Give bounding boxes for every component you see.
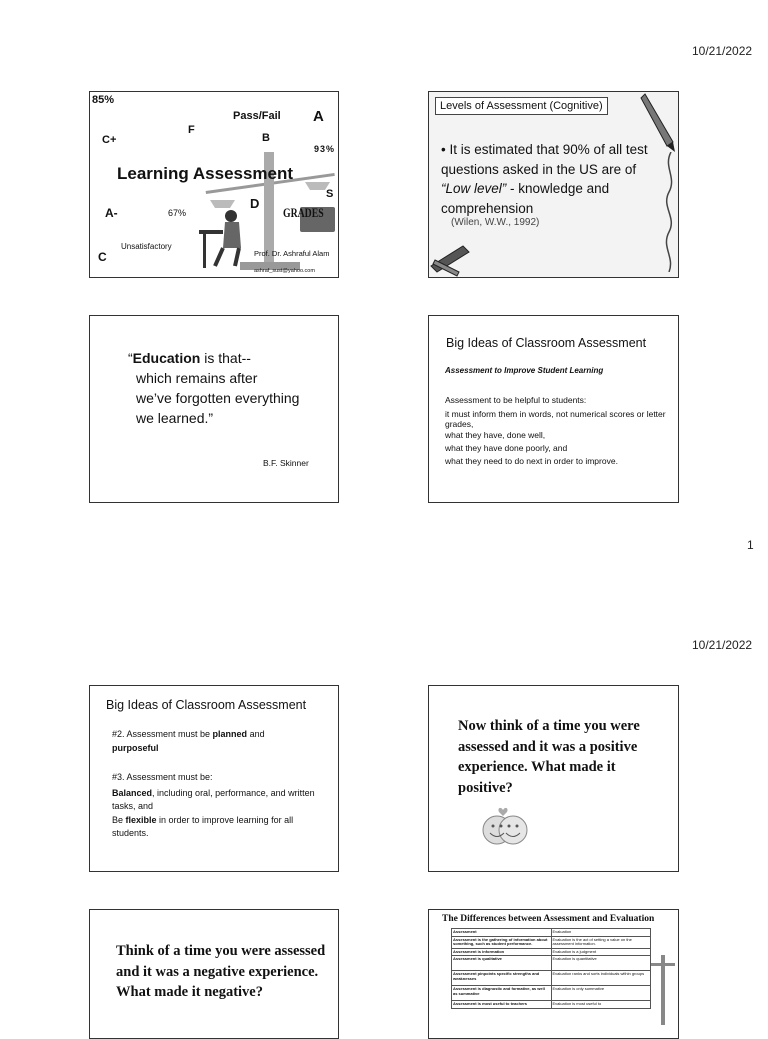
slide-title: Big Ideas of Classroom Assessment	[446, 336, 647, 350]
label-grade-b: B	[262, 132, 270, 144]
big-ideas-body	[112, 728, 327, 841]
author-name: Prof. Dr. Ashraful Alam	[254, 249, 330, 258]
author-email: ashraf_sust@yahoo.com	[254, 268, 315, 274]
label-grade-c-plus: C+	[102, 134, 117, 146]
slide-title: Big Ideas of Classroom Assessment	[106, 698, 307, 712]
table-row	[452, 986, 651, 1001]
point-line: Assessment to be helpful to students:	[445, 395, 587, 405]
differences-table	[451, 928, 651, 1009]
table-cell: Assessment pinpoints specific strengths and weaknesses	[452, 971, 552, 986]
table-cell: Evaluation ranks and sorts individuals within groups	[551, 971, 651, 986]
slide-title: Levels of Assessment (Cognitive)	[435, 97, 608, 115]
quote-text	[128, 348, 338, 428]
table-cell: Assessment	[452, 929, 552, 937]
label-grade-c: C	[98, 250, 107, 264]
slide-negative-experience	[89, 909, 339, 1039]
table-cell: Evaluation is only summative	[551, 986, 651, 1001]
table-row	[452, 929, 651, 937]
table-row	[452, 956, 651, 971]
quote-line-1-rest: is that--	[200, 350, 251, 366]
table-cell: Evaluation is the act of setting a value on the assessment information.	[551, 936, 651, 948]
table-cell: Evaluation is a judgment	[551, 948, 651, 956]
label-pass-fail: Pass/Fail	[233, 110, 281, 122]
point-3: #3. Assessment must be:	[112, 772, 213, 782]
label-93-percent: 93%	[314, 144, 336, 154]
slide-assessment-vs-evaluation	[428, 909, 679, 1039]
grades-sign: GRADES	[283, 205, 324, 220]
page-date: 10/21/2022	[692, 638, 753, 652]
bullet-text	[441, 140, 653, 218]
slide-subtitle: Assessment to Improve Student Learning	[445, 366, 604, 375]
label-grade-a: A	[313, 108, 324, 125]
label-grade-f: F	[188, 124, 195, 136]
citation: (Wilen, W.W., 1992)	[451, 217, 540, 228]
prompt-text: Think of a time you were assessed and it was a negative experience. What made it negative?	[116, 943, 326, 1000]
prompt-text: Now think of a time you were assessed and it was a positive experience. What made it positive?	[458, 718, 640, 796]
quote-author: B.F. Skinner	[263, 458, 309, 468]
student-at-desk-illustration	[195, 204, 255, 274]
slide-levels-of-assessment	[428, 91, 679, 278]
bullet-tail: - knowledge and comprehension	[441, 181, 610, 216]
point-3-flexible	[112, 814, 327, 841]
quote-line-4: we learned.”	[136, 410, 214, 426]
label-85-percent: 85%	[92, 94, 115, 106]
table-cell: Evaluation is quantitative	[551, 956, 651, 971]
point-2-cont	[112, 742, 327, 756]
label-grade-d: D	[250, 196, 260, 211]
table-cell: Evaluation	[551, 929, 651, 937]
point-line: what they have, done well,	[445, 430, 546, 440]
point-2	[112, 728, 327, 742]
table-cell: Assessment is most useful to teachers	[452, 1001, 552, 1009]
slide-big-ideas-1	[428, 315, 679, 503]
slide-title: Learning Assessment	[117, 164, 294, 183]
table-row	[452, 948, 651, 956]
bullet-glyph: •	[441, 142, 450, 157]
slide-big-ideas-2	[89, 685, 339, 872]
bullet-body: It is estimated that 90% of all test questions asked in the US are of	[441, 142, 648, 177]
assessment-points	[445, 394, 675, 468]
table-cell: Evaluation is most useful to	[551, 1001, 651, 1009]
label-grade-s: S	[326, 188, 334, 200]
quote-keyword: Education	[132, 350, 201, 366]
table-row	[452, 971, 651, 986]
table-row	[452, 1001, 651, 1009]
slide-title: The Differences between Assessment and Evaluation	[442, 914, 655, 924]
table-cell: Assessment is qualitative	[452, 956, 552, 971]
slide-positive-experience	[428, 685, 679, 872]
table-cell: Assessment is the gathering of information about something, such as student performance.	[452, 936, 552, 948]
slide-learning-assessment	[89, 91, 339, 278]
table-cell: Assessment is information	[452, 948, 552, 956]
quote-open-mark: “	[128, 350, 133, 366]
quote-line-3: we’ve forgotten everything	[136, 390, 300, 406]
crayon-squiggle-decoration	[661, 152, 679, 272]
point-line: what they have done poorly, and	[445, 443, 568, 453]
crayon-icon-bottom	[429, 242, 475, 278]
low-level-emphasis: “Low level”	[441, 181, 507, 196]
label-grade-a-minus: A-	[105, 206, 118, 220]
point-line: it must inform them in words, not numerical scores or letter grades,	[445, 409, 666, 429]
point-2-purposeful: purposeful	[112, 742, 159, 753]
balanced-rest: , including oral, performance, and written tasks, and	[112, 787, 315, 811]
point-line: what they need to do next in order to improve.	[445, 456, 618, 466]
flexible-rest: in order to improve learning for all students.	[112, 814, 294, 838]
quote-line-2: which remains after	[136, 370, 258, 386]
slide-education-quote	[89, 315, 339, 503]
page-date: 10/21/2022	[692, 44, 753, 58]
label-67-percent: 67%	[168, 208, 187, 218]
balanced-keyword: Balanced	[112, 787, 153, 798]
point-2-planned: planned	[212, 729, 248, 739]
table-cell: Assessment is diagnostic and formative, as well as summative	[452, 986, 552, 1001]
point-2-and: and	[247, 729, 265, 739]
page-number: 1	[747, 538, 754, 552]
flexible-keyword: flexible	[125, 814, 157, 825]
balance-scale-icon	[651, 955, 675, 1025]
table-row	[452, 936, 651, 948]
label-unsatisfactory: Unsatisfactory	[121, 242, 172, 251]
point-2-text: #2. Assessment must be	[112, 729, 213, 739]
smiley-faces-icon	[477, 804, 537, 848]
flexible-pre: Be	[112, 814, 126, 825]
quote-line-1	[128, 348, 338, 368]
point-3-balanced	[112, 787, 327, 814]
